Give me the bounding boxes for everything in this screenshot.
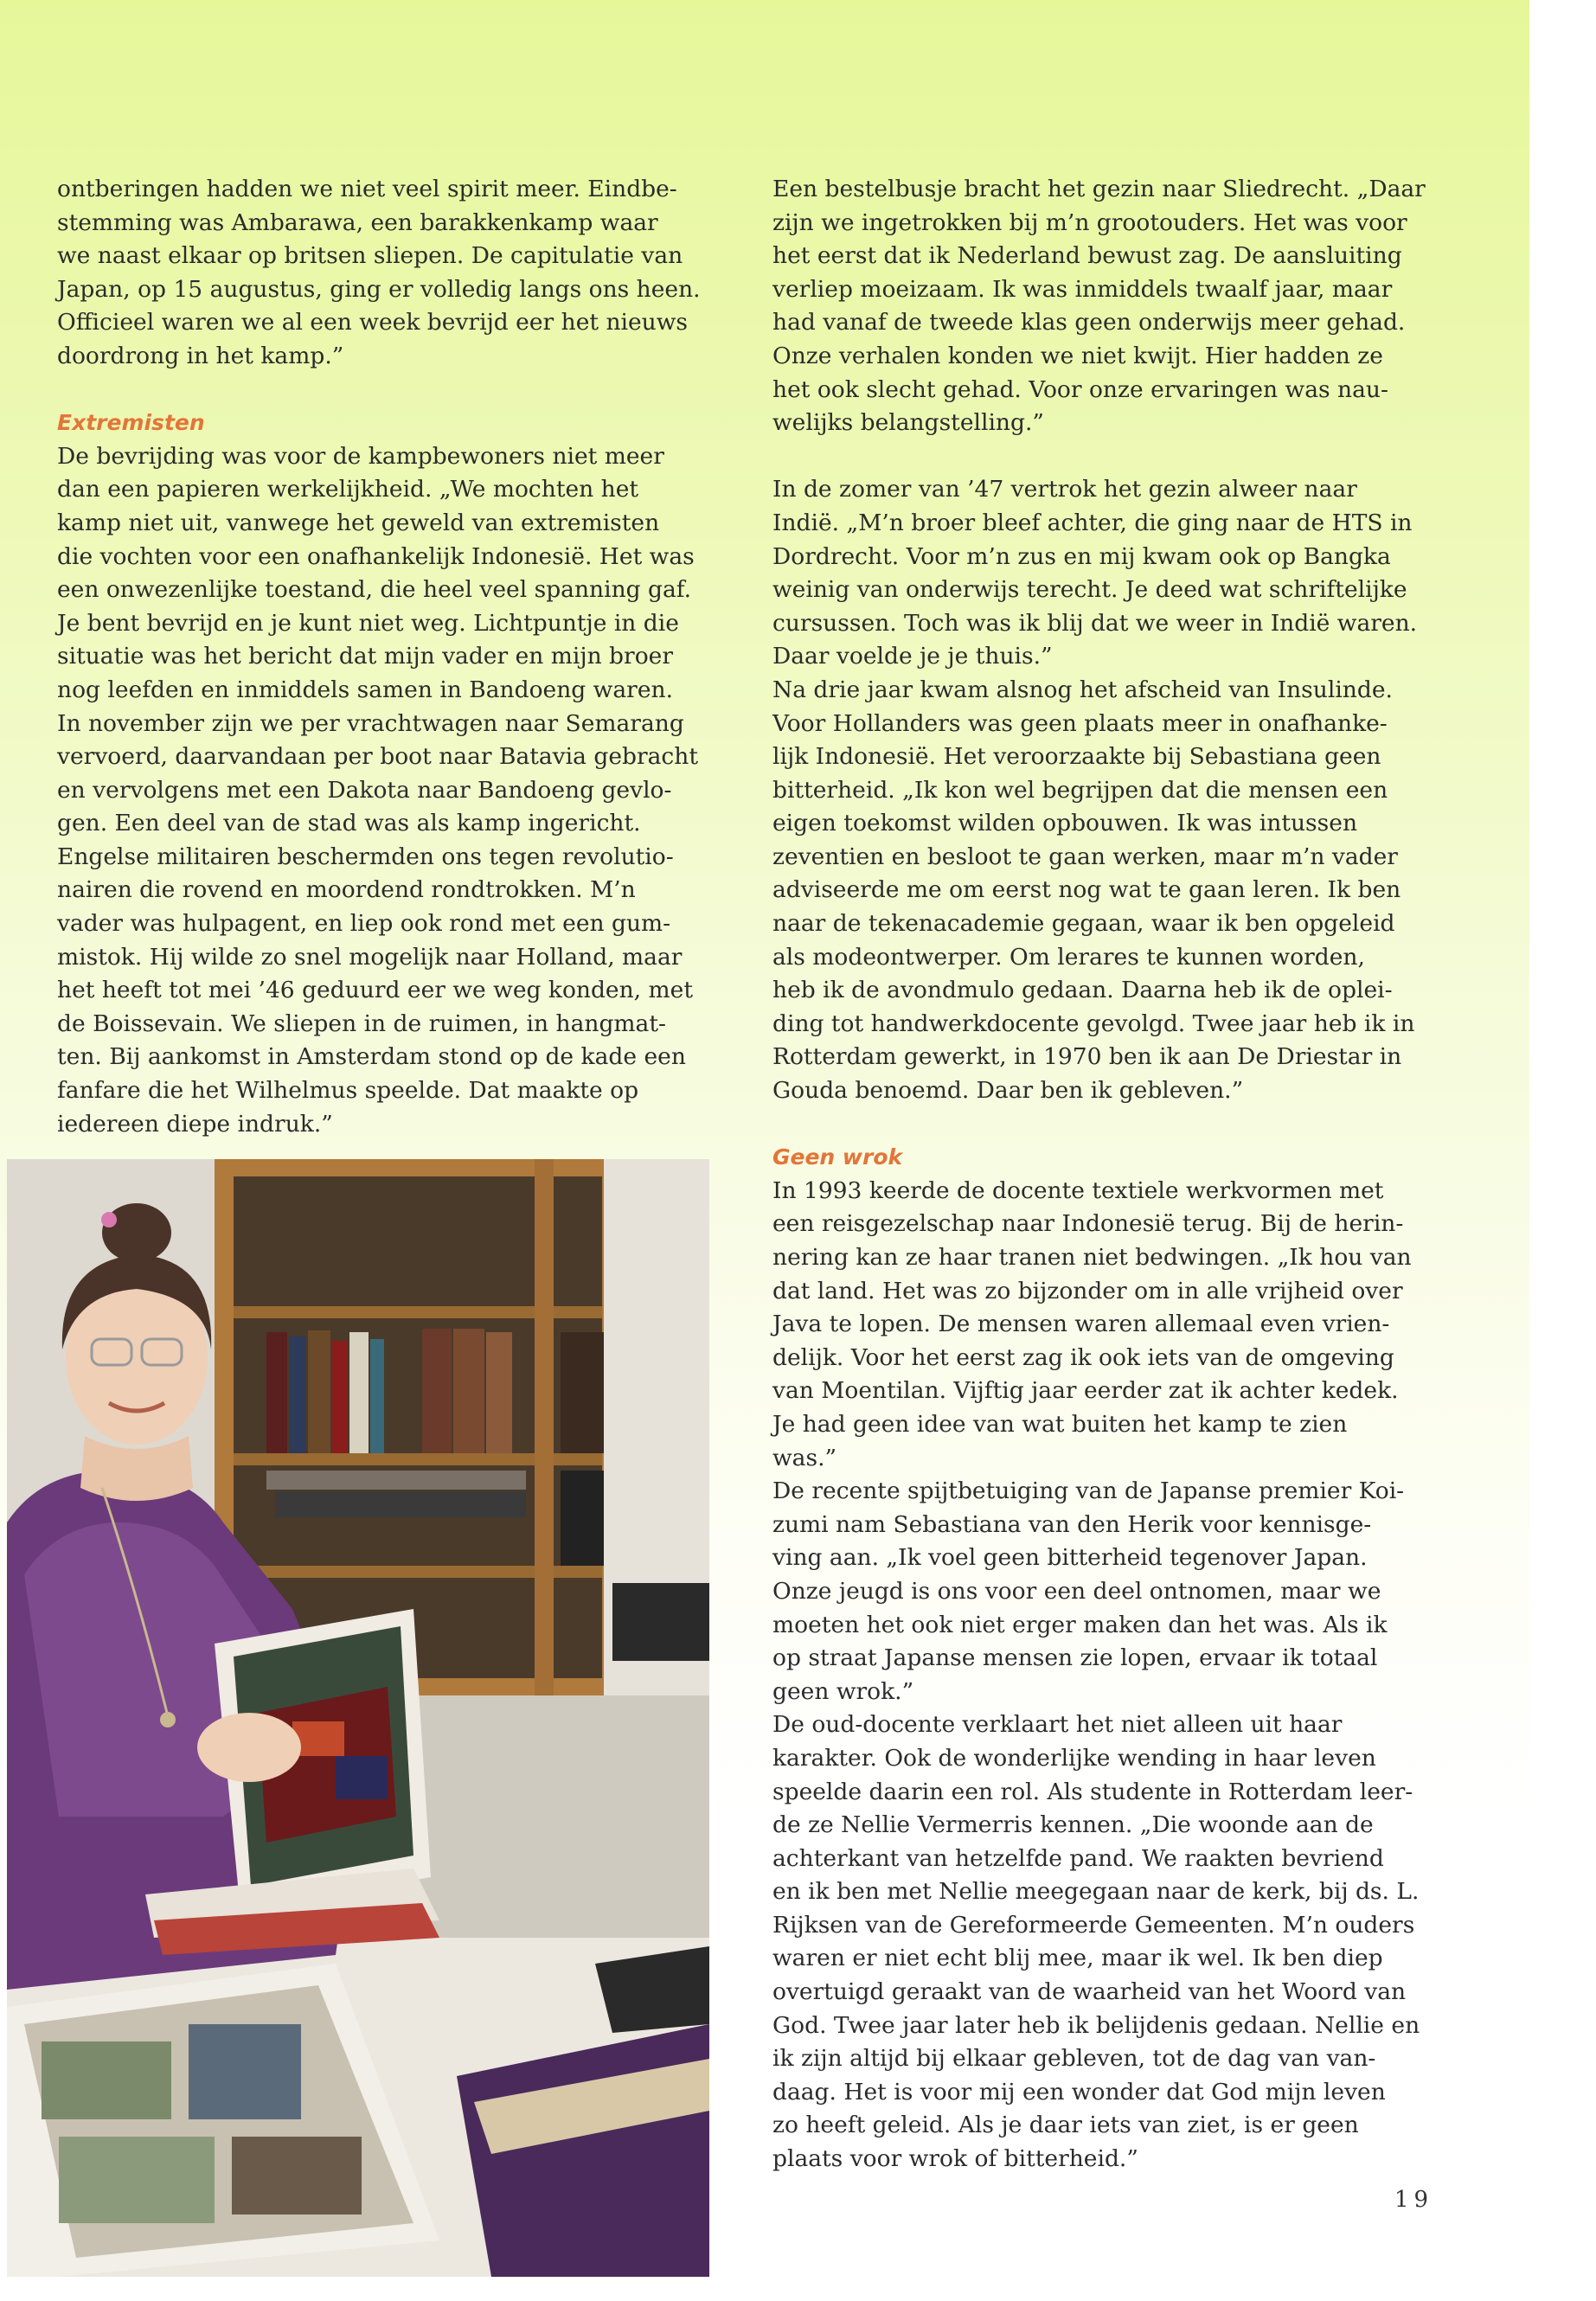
- text-line: naar de tekenacademie gegaan, waar ik ben opgeleid: [772, 910, 1395, 938]
- text-line: plaats voor wrok of bitterheid.”: [772, 2145, 1138, 2173]
- text-line: moeten het ook niet erger maken dan het was. Als ik: [772, 1611, 1388, 1638]
- text-line: fanfare die het Wilhelmus speelde. Dat maakte op: [57, 1077, 639, 1105]
- text-line: die vochten voor een onafhankelijk Indonesië. Het was: [57, 542, 695, 570]
- text-line: bitterheid. „Ik kon wel begrijpen dat die mensen een: [772, 776, 1388, 804]
- left-intro: [57, 173, 723, 374]
- text-line: achterkant van hetzelfde pand. We raakten bevriend: [772, 1844, 1384, 1872]
- text-line: mistok. Hij wilde zo snel mogelijk naar Holland, maar: [57, 943, 683, 971]
- text-line: Officieel waren we al een week bevrijd eer het nieuws: [57, 309, 689, 336]
- text-line: lijk Indonesië. Het veroorzaakte bij Sebastiana geen: [772, 743, 1381, 771]
- text-line: gen. Een deel van de stad was als kamp ingericht.: [57, 810, 641, 837]
- text-line: welijks belangstelling.”: [772, 409, 1044, 437]
- text-line: eigen toekomst wilden opbouwen. Ik was intussen: [772, 810, 1358, 837]
- text-line: Engelse militairen beschermden ons tegen revolutio-: [57, 843, 674, 870]
- text-line: nairen die rovend en moordend rondtrokken. M’n: [57, 876, 636, 904]
- text-line: Indië. „M’n broer bleef achter, die ging naar de HTS in: [772, 509, 1413, 536]
- text-line: waren er niet echt blij mee, maar ik wel. Ik ben diep: [772, 1945, 1383, 1972]
- text-line: In de zomer van ’47 vertrok het gezin alweer naar: [772, 476, 1357, 503]
- text-line: De bevrijding was voor de kampbewoners niet meer: [57, 442, 664, 470]
- left-column: [57, 173, 723, 1141]
- text-line: overtuigd geraakt van de waarheid van het Woord van: [772, 1978, 1407, 2006]
- text-line: iedereen diepe indruk.”: [57, 1110, 333, 1138]
- text-line: Je had geen idee van wat buiten het kamp te zien: [772, 1410, 1348, 1438]
- text-line: zeventien en besloot te gaan werken, maar m’n vader: [772, 843, 1398, 870]
- text-line: was.”: [772, 1444, 837, 1471]
- page-margin: [1529, 0, 1596, 2301]
- text-line: had vanaf de tweede klas geen onderwijs meer gehad.: [772, 309, 1406, 336]
- paragraph-gap: [772, 440, 1439, 474]
- text-line: een onwezenlijke toestand, die heel veel spanning gaf.: [57, 576, 692, 604]
- text-line: van Moentilan. Vijftig jaar eerder zat ik achter kedek.: [772, 1377, 1399, 1405]
- text-line: Je bent bevrijd en je kunt niet weg. Lichtpuntje in die: [57, 609, 679, 637]
- paragraph-gap: [772, 1108, 1439, 1142]
- text-line: het ook slecht gehad. Voor onze ervaringen was nau-: [772, 375, 1388, 403]
- text-line: daag. Het is voor mij een wonder dat God mijn leven: [772, 2078, 1386, 2106]
- text-line: het eerst dat ik Nederland bewust zag. De aansluiting: [772, 242, 1402, 270]
- text-line: Japan, op 15 augustus, ging er volledig langs ons heen.: [57, 275, 701, 303]
- text-line: het heeft tot mei ’46 geduurd eer we weg konden, met: [57, 977, 693, 1004]
- text-line: Onze verhalen konden we niet kwijt. Hier hadden ze: [772, 342, 1383, 369]
- section-heading-extremisten: Extremisten: [57, 410, 205, 436]
- text-line: cursussen. Toch was ik blij dat we weer in Indië waren.: [772, 609, 1418, 637]
- text-line: Daar voelde je je thuis.”: [772, 643, 1053, 670]
- portrait-photo: [7, 1159, 709, 2277]
- text-line: geen wrok.”: [772, 1677, 914, 1705]
- text-line: adviseerde me om eerst nog wat te gaan leren. Ik ben: [772, 876, 1401, 904]
- text-line: de ze Nellie Vermerris kennen. „Die woonde aan de: [772, 1811, 1374, 1839]
- text-line: De recente spijtbetuiging van de Japanse premier Koi-: [772, 1477, 1405, 1505]
- text-line: In 1993 keerde de docente textiele werkvormen met: [772, 1176, 1384, 1204]
- page-number: 19: [1394, 2187, 1434, 2213]
- text-line: op straat Japanse mensen zie lopen, ervaar ik totaal: [772, 1644, 1378, 1672]
- text-line: Na drie jaar kwam alsnog het afscheid van Insulinde.: [772, 676, 1393, 703]
- text-line: nog leefden en inmiddels samen in Bandoeng waren.: [57, 676, 674, 703]
- text-line: weinig van onderwijs terecht. Je deed wat schriftelijke: [772, 576, 1407, 604]
- text-line: Onze jeugd is ons voor een deel ontnomen, maar we: [772, 1577, 1381, 1605]
- text-line: Java te lopen. De mensen waren allemaal even vrien-: [772, 1311, 1390, 1338]
- text-line: verliep moeizaam. Ik was inmiddels twaalf jaar, maar: [772, 275, 1393, 303]
- text-line: zo heeft geleid. Als je daar iets van ziet, is er geen: [772, 2112, 1359, 2139]
- text-line: ik zijn altijd bij elkaar gebleven, tot de dag van van-: [772, 2045, 1376, 2073]
- text-line: heb ik de avondmulo gedaan. Daarna heb ik de oplei-: [772, 977, 1393, 1004]
- text-line: zumi nam Sebastiana van den Herik voor kennisge-: [772, 1510, 1372, 1538]
- text-line: Dordrecht. Voor m’n zus en mij kwam ook op Bangka: [772, 542, 1391, 570]
- left-body: [57, 440, 723, 1141]
- text-line: als modeontwerper. Om lerares te kunnen worden,: [772, 943, 1365, 971]
- text-line: ten. Bij aankomst in Amsterdam stond op de kade een: [57, 1043, 686, 1071]
- text-line: Rijksen van de Gereformeerde Gemeenten. M’n ouders: [772, 1911, 1415, 1939]
- text-line: Voor Hollanders was geen plaats meer in onafhanke-: [772, 709, 1388, 737]
- text-line: situatie was het bericht dat mijn vader en mijn broer: [57, 643, 673, 670]
- text-line: doordrong in het kamp.”: [57, 342, 344, 369]
- text-line: en ik ben met Nellie meegegaan naar de kerk, bij ds. L.: [772, 1878, 1420, 1906]
- text-line: nering kan ze haar tranen niet bedwingen. „Ik hou van: [772, 1244, 1412, 1271]
- paragraph-gap: [57, 374, 723, 407]
- text-line: Rotterdam gewerkt, in 1970 ben ik aan De Driestar in: [772, 1043, 1402, 1071]
- text-line: In november zijn we per vrachtwagen naar Semarang: [57, 709, 684, 737]
- text-line: zijn we ingetrokken bij m’n grootouders. Het was voor: [772, 208, 1407, 236]
- text-line: speelde daarin een rol. Als studente in Rotterdam leer-: [772, 1778, 1413, 1805]
- text-line: ving aan. „Ik voel geen bitterheid tegenover Japan.: [772, 1544, 1368, 1572]
- text-line: de Boissevain. We sliepen in de ruimen, in hangmat-: [57, 1009, 666, 1037]
- text-line: De oud-docente verklaart het niet alleen uit haar: [772, 1711, 1343, 1739]
- text-line: dan een papieren werkelijkheid. „We mochten het: [57, 476, 639, 503]
- text-line: stemming was Ambarawa, een barakkenkamp waar: [57, 208, 658, 236]
- text-line: we naast elkaar op britsen sliepen. De capitulatie van: [57, 242, 683, 270]
- text-line: vervoerd, daarvandaan per boot naar Batavia gebracht: [57, 743, 698, 771]
- text-line: vader was hulpagent, en liep ook rond met een gum-: [57, 910, 671, 938]
- text-line: en vervolgens met een Dakota naar Bandoeng gevlo-: [57, 776, 672, 804]
- section-heading-geen-wrok: Geen wrok: [772, 1144, 903, 1170]
- text-line: Een bestelbusje bracht het gezin naar Sliedrecht. „Daar: [772, 176, 1426, 202]
- text-line: karakter. Ook de wonderlijke wending in haar leven: [772, 1744, 1376, 1772]
- text-line: een reisgezelschap naar Indonesië terug. Bij de herin-: [772, 1210, 1404, 1238]
- text-line: God. Twee jaar later heb ik belijdenis gedaan. Nellie en: [772, 2011, 1420, 2039]
- text-line: ontberingen hadden we niet veel spirit meer. Eindbe-: [57, 176, 677, 202]
- text-line: dat land. Het was zo bijzonder om in alle vrijheid over: [772, 1277, 1403, 1304]
- text-line: Gouda benoemd. Daar ben ik gebleven.”: [772, 1077, 1244, 1105]
- text-line: delijk. Voor het eerst zag ik ook iets van de omgeving: [772, 1343, 1394, 1371]
- text-line: kamp niet uit, vanwege het geweld van extremisten: [57, 509, 660, 536]
- right-paragraph-2: [772, 473, 1439, 1107]
- right-column: [772, 173, 1439, 2176]
- right-paragraph-1: [772, 173, 1439, 440]
- text-line: ding tot handwerkdocente gevolgd. Twee jaar heb ik in: [772, 1009, 1415, 1037]
- right-paragraph-3: [772, 1175, 1439, 2176]
